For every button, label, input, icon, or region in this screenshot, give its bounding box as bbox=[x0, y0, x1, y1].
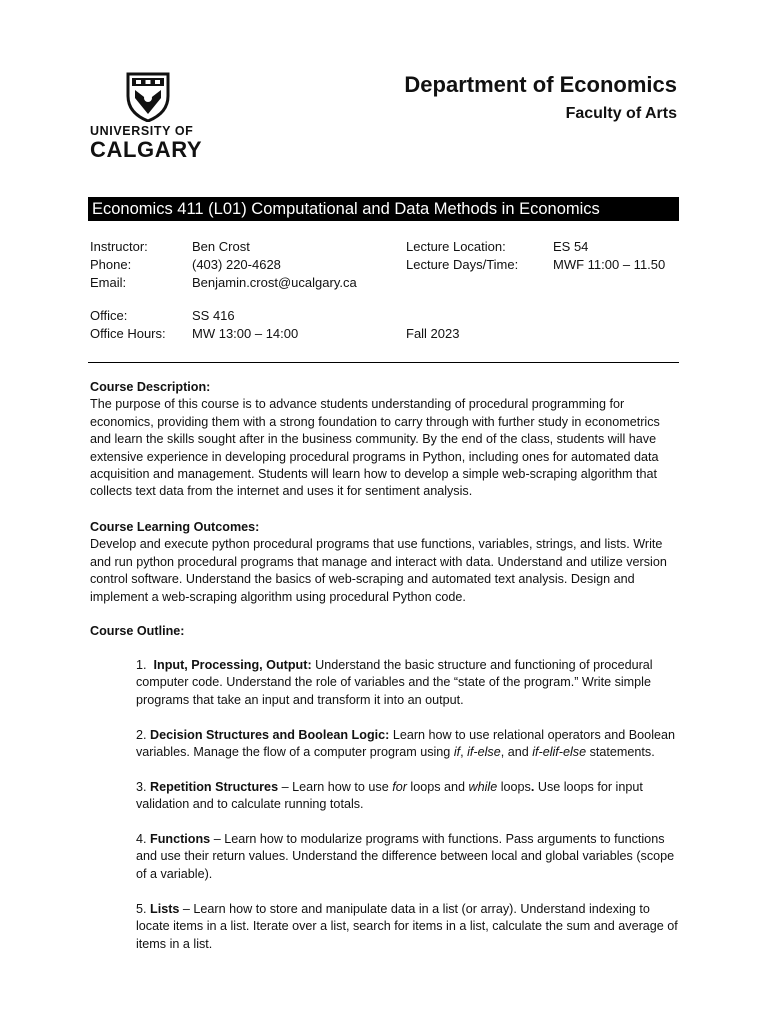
office-value: SS 416 bbox=[192, 308, 235, 323]
keyword-if-elif-else: if-elif-else bbox=[532, 745, 587, 760]
university-logo bbox=[88, 70, 208, 170]
office-hours-value: MW 13:00 – 14:00 bbox=[192, 326, 299, 341]
location-value: ES 54 bbox=[553, 239, 589, 254]
outline-item-number: 5. bbox=[136, 902, 147, 916]
course-description bbox=[90, 379, 682, 501]
outline-item-number: 4. bbox=[136, 832, 147, 846]
keyword-for: for bbox=[392, 780, 407, 794]
days-value: MWF 11:00 – 11.50 bbox=[553, 257, 666, 272]
instructor-value: Ben Crost bbox=[192, 239, 250, 254]
outline-item-text: Learn how to use relational operators and Boolean variables. Manage the flow of a computer program using bbox=[136, 728, 675, 760]
outline-item-text: – Learn how to store and manipulate data in a list (or array). Understand indexing to locate items in a list. Iterate over a list, search for items in a list, calculate the sum and average of items in a list. bbox=[136, 902, 678, 951]
term-value: Fall 2023 bbox=[406, 326, 460, 341]
office-hours-label: Office Hours: bbox=[90, 326, 166, 341]
days-label: Lecture Days/Time: bbox=[406, 257, 519, 272]
outline-item-number: 1. bbox=[136, 658, 147, 672]
keyword-if: if bbox=[453, 745, 461, 760]
outline-item-title: Functions bbox=[150, 832, 211, 846]
university-name-line1: UNIVERSITY OF bbox=[90, 124, 194, 138]
department-title: Department of Economics bbox=[404, 72, 677, 97]
course-description-heading: Course Description: bbox=[90, 380, 211, 394]
outline-item bbox=[136, 657, 684, 709]
outline-item-text: and bbox=[507, 745, 529, 760]
course-description-text: The purpose of this course is to advance students understanding of procedural programming for economics, providing them with a strong foundation to carry through with further study in econometrics and learn the skills sought after in the business community. By the end of the class, students will have extensive experience in developing procedural programs in Python, including ones for automated data acquisition and management. Students will learn how to develop a simple web-scraping algorithm that collects text data from the internet and uses it for sentiment analysis. bbox=[90, 397, 660, 499]
course-title-banner: Economics 411 (L01) Computational and Data Methods in Economics bbox=[88, 197, 679, 221]
outline-item-text: – Learn how to modularize programs with functions. Pass arguments to functions and use their return values. Understand the difference between local and global variables (scope of a variable). bbox=[136, 832, 675, 881]
learning-outcomes-heading: Course Learning Outcomes: bbox=[90, 520, 260, 534]
outline-item-text: loops and bbox=[410, 780, 466, 794]
instructor-label: Instructor: bbox=[90, 239, 148, 254]
crest-icon bbox=[124, 70, 172, 122]
phone-label: Phone: bbox=[90, 257, 132, 272]
university-name-line2: CALGARY bbox=[90, 137, 203, 162]
email-label: Email: bbox=[90, 275, 127, 290]
outline-item-text: Understand the basic structure and functioning of procedural computer code. Understand the role of variables and the “state of the program.” Write simple programs that take an input and transform it into an output. bbox=[136, 658, 653, 707]
phone-value: (403) 220-4628 bbox=[192, 257, 281, 272]
outline-item-number: 2. bbox=[136, 728, 147, 742]
outline-item-title: Repetition Structures bbox=[150, 780, 279, 794]
outline-item-text: loops bbox=[500, 780, 531, 794]
outline-item-text: – Learn how to use bbox=[281, 780, 389, 794]
outline-item bbox=[136, 901, 684, 953]
office-label: Office: bbox=[90, 308, 128, 323]
faculty-title: Faculty of Arts bbox=[565, 105, 677, 122]
course-outline bbox=[90, 623, 682, 640]
outline-item-text: statements. bbox=[589, 745, 655, 760]
course-outline-heading: Course Outline: bbox=[90, 624, 185, 638]
outline-item: 3. Repetition Structures – Learn how to use for loops and while loops. Use loops for input validation and to calculate running totals. bbox=[136, 780, 643, 812]
outline-item-title: Lists bbox=[150, 902, 180, 916]
outline-item bbox=[136, 831, 684, 883]
outline-item-number: 3. bbox=[136, 780, 147, 794]
outline-item-text: Use loops for input validation and to calculate running totals. bbox=[136, 780, 643, 812]
location-label: Lecture Location: bbox=[406, 239, 506, 254]
keyword-while: while bbox=[468, 780, 498, 794]
divider bbox=[88, 362, 679, 363]
learning-outcomes-text: Develop and execute python procedural programs that use functions, variables, strings, and lists. Write and run python procedural programs that manage and interact with data. Understand and utilize version control software. Understand the basics of web-scraping and automated text analysis. Design and implement a web-scraping algorithm using procedural Python code. bbox=[90, 537, 667, 604]
keyword-if-else: if-else bbox=[467, 745, 501, 760]
outline-item: 2. Decision Structures and Boolean Logic: Learn how to use relational operators and Boolean variables. Manage the flow of a computer program using if, if-else, and if-elif-else statements. bbox=[136, 728, 675, 760]
outline-item-title: Decision Structures and Boolean Logic: bbox=[150, 728, 390, 742]
email-value[interactable]: Benjamin.crost@ucalgary.ca bbox=[192, 275, 357, 290]
outline-item-title: Input, Processing, Output: bbox=[153, 658, 312, 672]
learning-outcomes bbox=[90, 519, 682, 606]
